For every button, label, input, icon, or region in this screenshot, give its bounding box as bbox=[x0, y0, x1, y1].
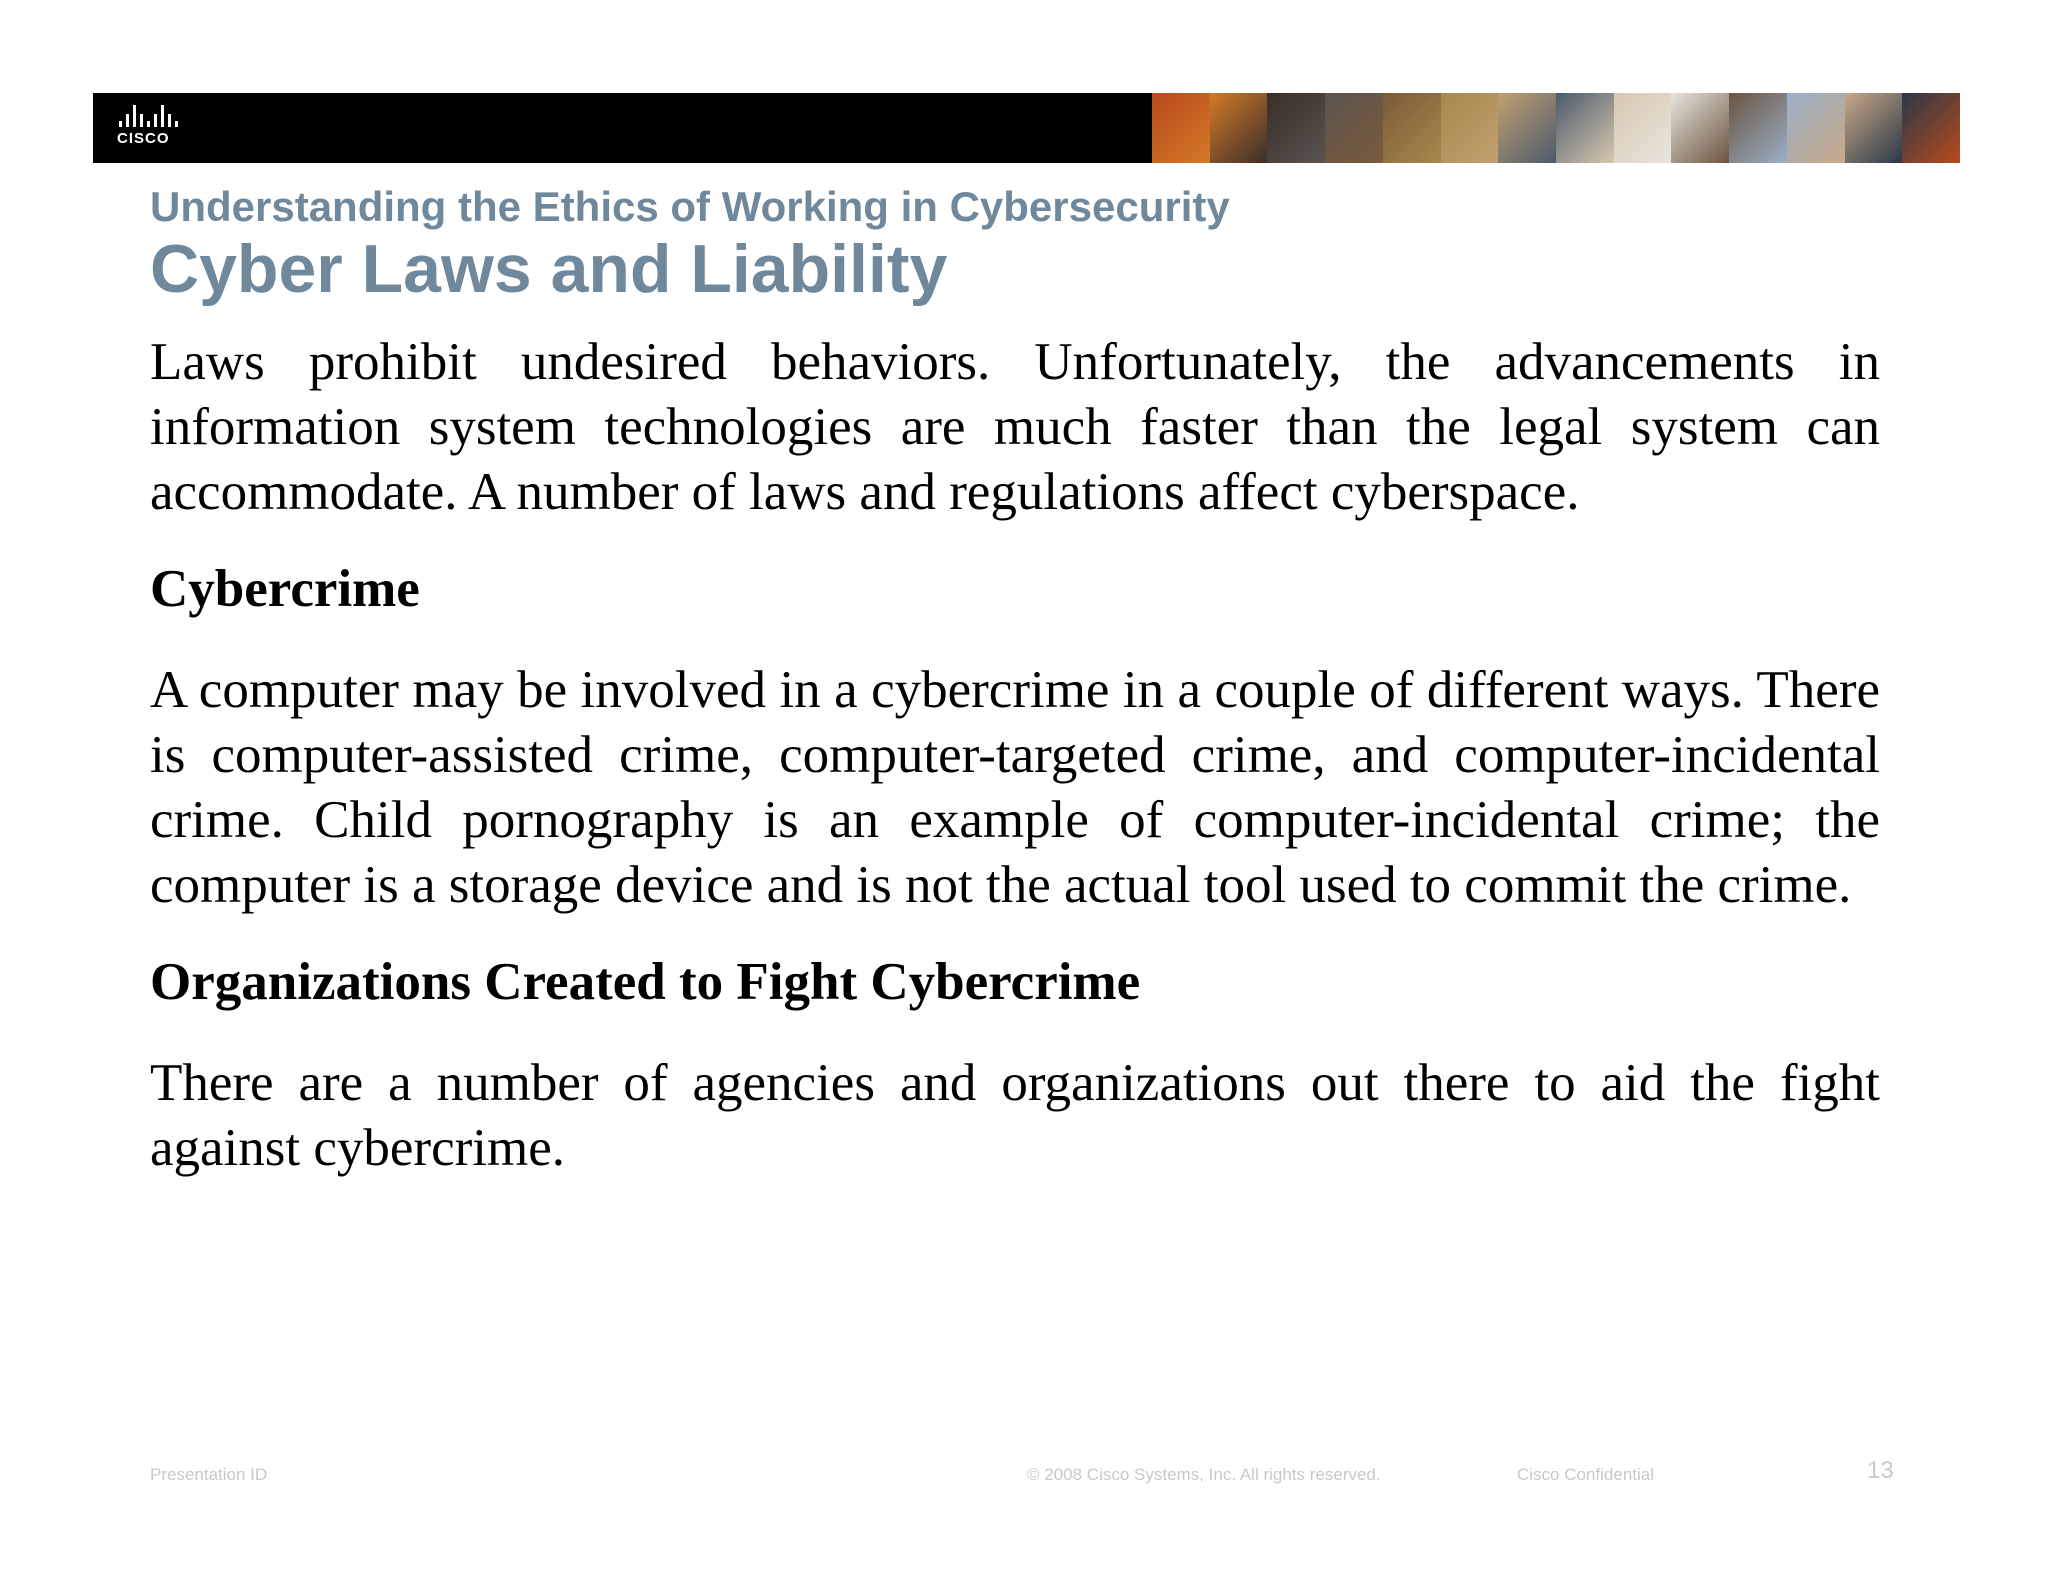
header-photo bbox=[1614, 93, 1672, 163]
slide-subtitle: Understanding the Ethics of Working in Cybersecurity bbox=[150, 183, 1230, 230]
footer-copyright: © 2008 Cisco Systems, Inc. All rights reserved. bbox=[1027, 1465, 1381, 1484]
slide-body bbox=[150, 330, 1880, 1181]
header-photo bbox=[1902, 93, 1960, 163]
header-photo bbox=[1441, 93, 1499, 163]
footer-confidential: Cisco Confidential bbox=[1517, 1465, 1655, 1484]
header-photo bbox=[1845, 93, 1903, 163]
header-photo bbox=[1729, 93, 1787, 163]
header-photo bbox=[1210, 93, 1268, 163]
footer-presentation-id: Presentation ID bbox=[150, 1465, 268, 1484]
slide-title: Cyber Laws and Liability bbox=[150, 231, 948, 307]
header-banner bbox=[93, 93, 1960, 163]
header-photo bbox=[1267, 93, 1325, 163]
header-photo bbox=[1152, 93, 1210, 163]
intro-paragraph: Laws prohibit undesired behaviors. Unfortunately, the advancements in information system technologies are much faster than the legal system can accommodate. A number of laws and regulations affect cyberspace. bbox=[150, 333, 1880, 521]
header-photo bbox=[1787, 93, 1845, 163]
cisco-logo bbox=[117, 105, 197, 153]
cybercrime-paragraph: A computer may be involved in a cybercrime in a couple of different ways. There is computer-assisted crime, computer-targeted crime, and computer-incidental crime. Child pornography is an example of computer-incidental crime; the computer is a storage device and is not the actual tool used to commit the crime. bbox=[150, 661, 1880, 914]
header-photo bbox=[1671, 93, 1729, 163]
organizations-paragraph: There are a number of agencies and organizations out there to aid the fight against cybercrime. bbox=[150, 1054, 1880, 1177]
cisco-bridge-icon bbox=[119, 105, 197, 127]
header-photo bbox=[1383, 93, 1441, 163]
page-number: 13 bbox=[1867, 1457, 1894, 1484]
header-photo-strip bbox=[1152, 93, 1960, 163]
header-photo bbox=[1498, 93, 1556, 163]
section-heading-organizations: Organizations Created to Fight Cybercrime bbox=[150, 953, 1141, 1011]
header-photo bbox=[1556, 93, 1614, 163]
section-heading-cybercrime: Cybercrime bbox=[150, 560, 420, 618]
cisco-logo-text: CISCO bbox=[117, 130, 170, 147]
header-photo bbox=[1325, 93, 1383, 163]
